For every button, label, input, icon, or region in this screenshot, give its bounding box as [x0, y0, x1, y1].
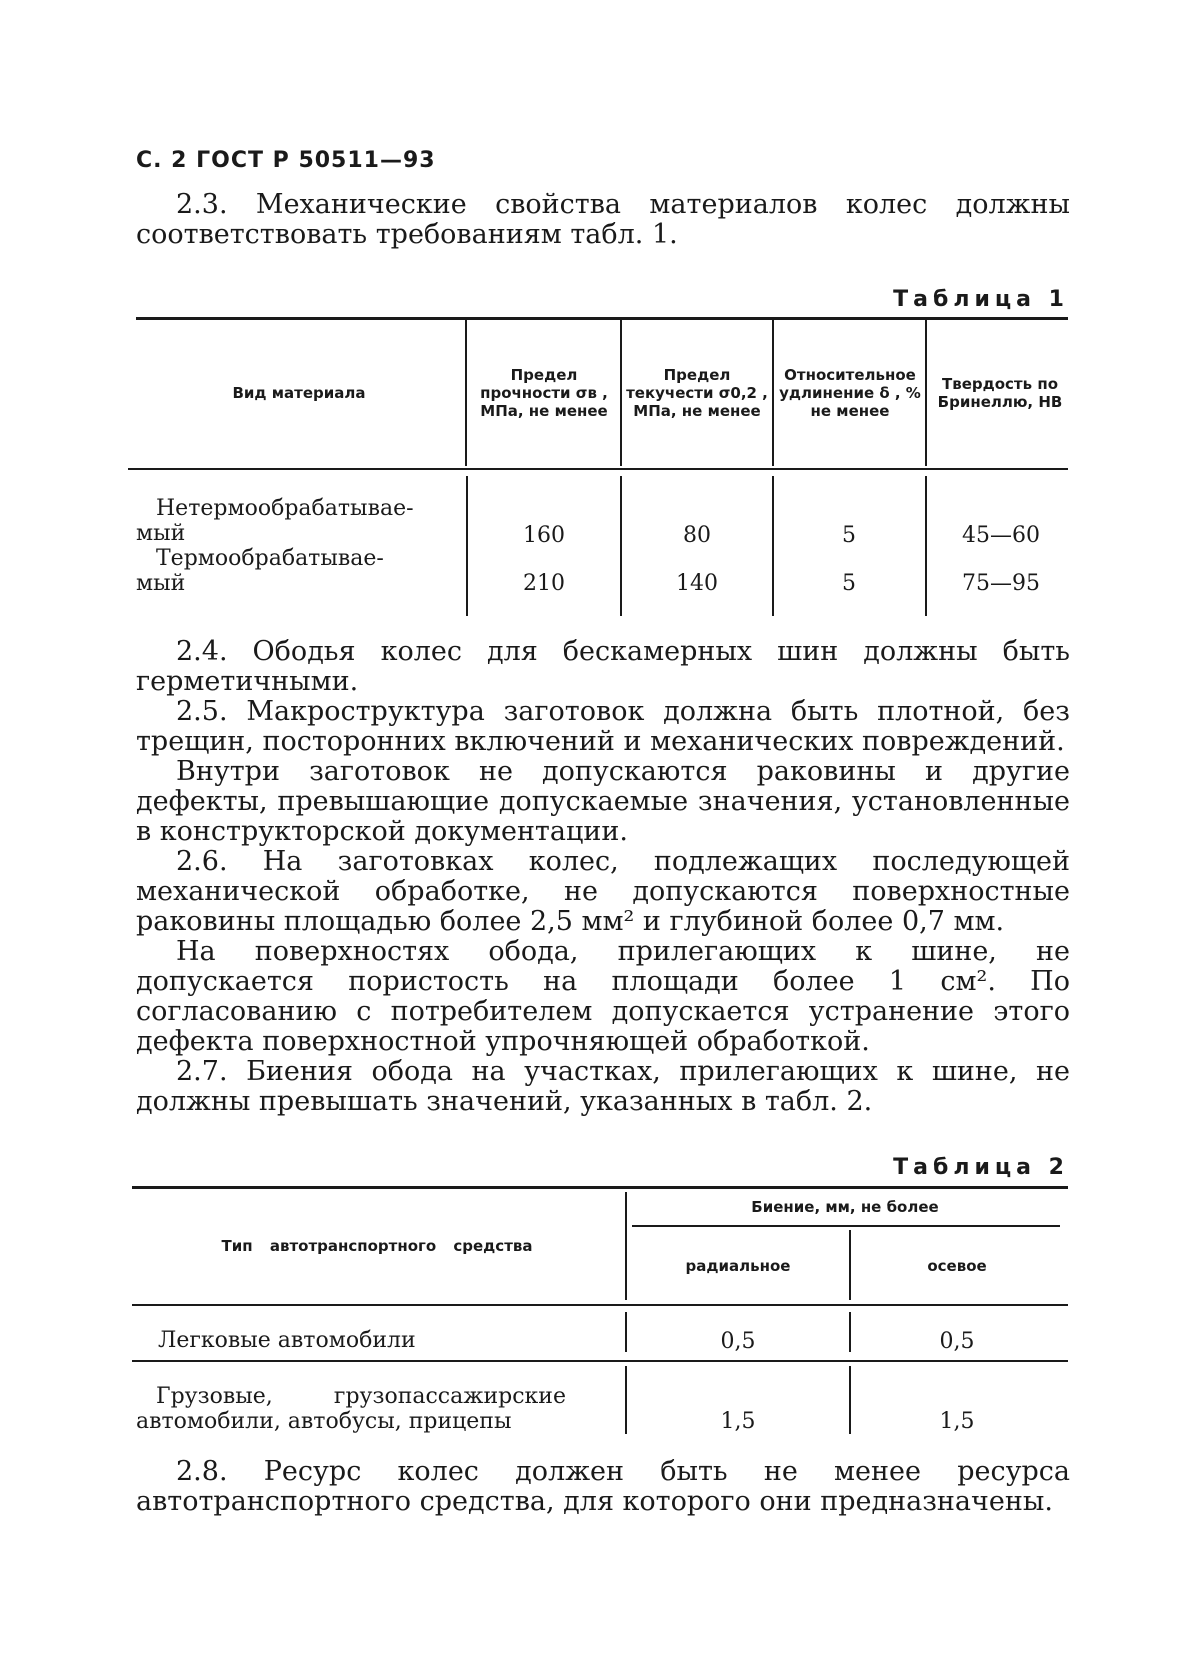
- table1-row2-elongation: 5: [842, 570, 856, 596]
- table2-header-vehicle: Тип автотранспортного средства: [221, 1237, 533, 1255]
- table1-row1-yield: 80: [683, 522, 711, 548]
- paragraph-2-3: 2.3. Механические свойства материалов колес должны соответствовать требованиям табл. 1.: [136, 189, 1070, 250]
- table2-row2-axial: 1,5: [939, 1408, 975, 1434]
- table1-row1-material-l2: мый: [136, 521, 186, 546]
- table1-row1-elongation: 5: [842, 522, 856, 548]
- table2-header-runout: Биение, мм, не более: [751, 1198, 939, 1216]
- paragraph-2-5: 2.5. Макроструктура заготовок должна быть плотной, без трещин, посторонних включений и механических повреждений.: [136, 696, 1070, 757]
- table1-header-tensile: Предел прочности σв , МПа, не менее: [480, 366, 608, 420]
- paragraph-2-6: 2.6. На заготовках колес, подлежащих последующей механической обработке, не допускаются поверхностные раковины площадью более 2,5 мм² и глубиной более 0,7 мм.: [136, 846, 1070, 937]
- paragraph-2-8: 2.8. Ресурс колес должен быть не менее ресурса автотранспортного средства, для которого они предназначены.: [136, 1456, 1070, 1517]
- table1-header-rule: [128, 468, 1068, 470]
- table2-header-radial: радиальное: [685, 1257, 791, 1275]
- table1-header-elongation: Относительное удлинение δ , % не менее: [779, 366, 921, 420]
- paragraph-2-7: 2.7. Биения обода на участках, прилегающих к шине, не должны превышать значений, указанных в табл. 2.: [136, 1056, 1070, 1117]
- table1-header-yield: Предел текучести σ0,2 , МПа, не менее: [626, 366, 768, 420]
- table2-row2-vehicle: Грузовые, грузопассажирские автомобили, автобусы, прицепы: [136, 1384, 566, 1434]
- table1-row-material: [136, 546, 456, 596]
- table1-row2-material-l2: мый: [136, 571, 186, 596]
- table2-row1-radial: 0,5: [720, 1328, 756, 1354]
- table1-header-material: Вид материала: [232, 384, 366, 402]
- paragraph-2-6-continued: На поверхностях обода, прилегающих к шине, не допускается пористость на площади более 1 см². По согласованию с потребителем допускается устранение этого дефекта поверхностной упрочняющей обработкой.: [136, 936, 1070, 1057]
- table2-row1-axial: 0,5: [939, 1328, 975, 1354]
- table2-header-axial: осевое: [927, 1257, 987, 1275]
- table1-row2-hardness: 75—95: [962, 570, 1040, 596]
- table1-caption: Таблица 1: [893, 287, 1069, 312]
- table2-row2-radial: 1,5: [720, 1408, 756, 1434]
- table1-row2-material-l1: Термообрабатывае-: [156, 546, 384, 571]
- table1-row1-hardness: 45—60: [962, 522, 1040, 548]
- table2-row1-vehicle: Легковые автомобили: [158, 1328, 416, 1353]
- table2-header-rule: [132, 1304, 1068, 1306]
- table1-row2-yield: 140: [676, 570, 718, 596]
- paragraph-2-5-continued: Внутри заготовок не допускаются раковины и другие дефекты, превышающие допускаемые значения, установленные в конструкторской документации.: [136, 756, 1070, 847]
- table1-row2-tensile: 210: [523, 570, 565, 596]
- table1-row-material: [136, 496, 456, 546]
- table2-caption: Таблица 2: [893, 1155, 1069, 1180]
- paragraph-2-4: 2.4. Ободья колес для бескамерных шин должны быть герметичными.: [136, 636, 1070, 697]
- table1-row1-tensile: 160: [523, 522, 565, 548]
- table1-header-hardness: Твердость по Бринеллю, НВ: [937, 375, 1063, 411]
- table1-row1-material-l1: Нетермообрабатывае-: [156, 496, 414, 521]
- page-header: С. 2 ГОСТ Р 50511—93: [136, 148, 436, 173]
